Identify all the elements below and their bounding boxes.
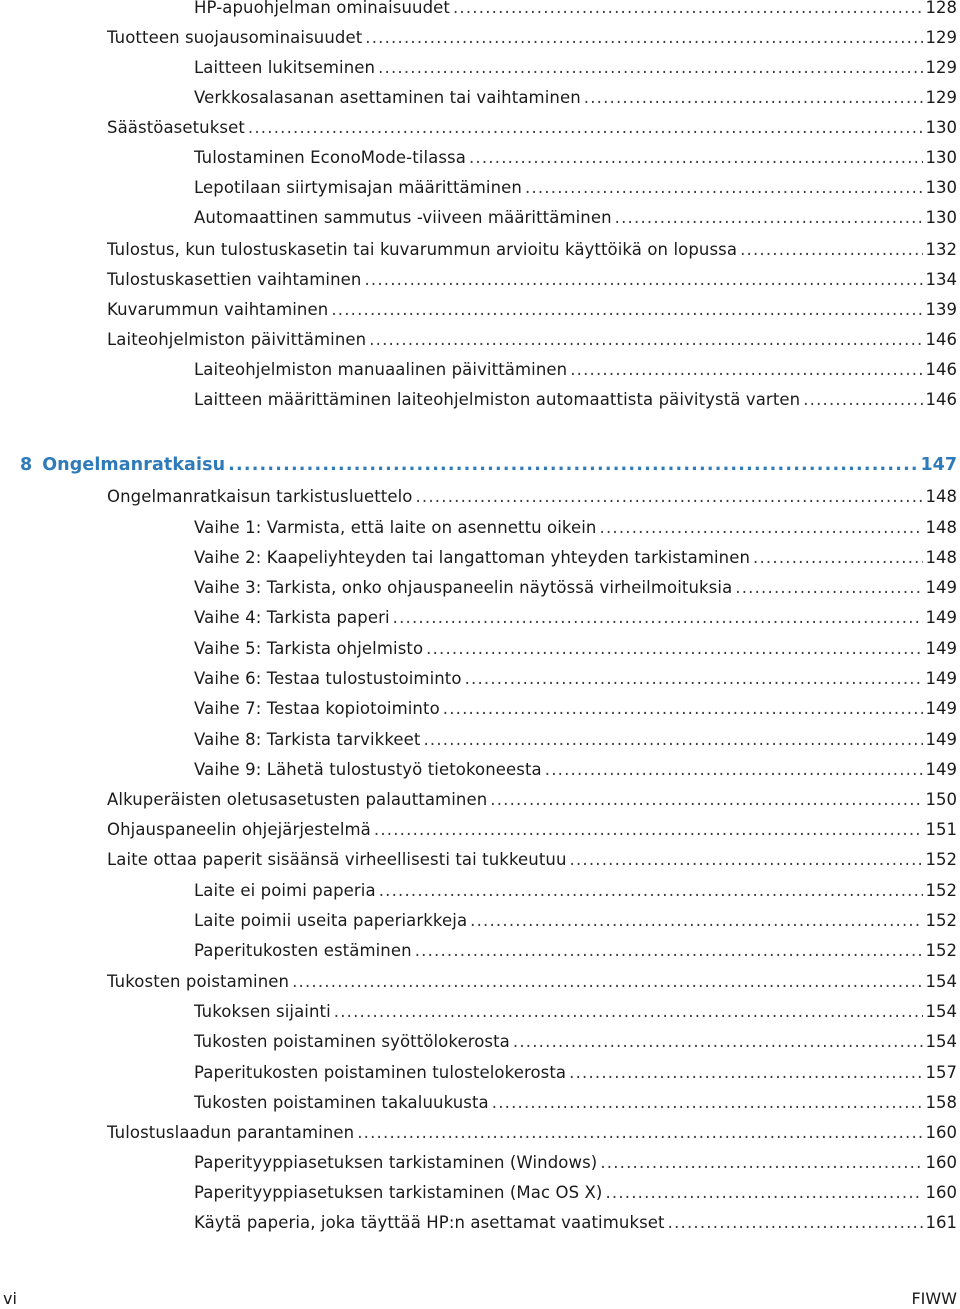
toc-entry-title: Lepotilaan siirtymisajan määrittäminen bbox=[194, 178, 522, 197]
toc-entry-title: Tukosten poistaminen bbox=[107, 972, 290, 991]
toc-dot-leader bbox=[545, 759, 923, 781]
toc-entry[interactable] bbox=[194, 1212, 957, 1234]
toc-dot-leader bbox=[334, 1001, 923, 1023]
toc-entry-page: 148 bbox=[925, 548, 957, 567]
toc-entry-title: Käytä paperia, joka täyttää HP:n asettamat vaatimukset bbox=[194, 1213, 665, 1232]
toc-dot-leader bbox=[735, 577, 922, 599]
toc-entry[interactable] bbox=[194, 1092, 957, 1114]
toc-entry-page: 132 bbox=[925, 240, 957, 259]
toc-entry[interactable] bbox=[194, 177, 957, 199]
toc-dot-leader bbox=[600, 517, 923, 539]
toc-entry-page: 134 bbox=[925, 270, 957, 289]
toc-entry-title: Tuotteen suojausominaisuudet bbox=[107, 28, 363, 47]
toc-dot-leader bbox=[600, 1152, 922, 1174]
toc-entry-page: 146 bbox=[925, 360, 957, 379]
toc-dot-leader bbox=[228, 454, 917, 476]
toc-entry-page: 149 bbox=[925, 578, 957, 597]
toc-entry-page: 149 bbox=[925, 760, 957, 779]
toc-dot-leader bbox=[569, 1062, 922, 1084]
toc-dot-leader bbox=[570, 849, 923, 871]
toc-entry-title: Vaihe 8: Tarkista tarvikkeet bbox=[194, 730, 421, 749]
toc-entry-title: Automaattinen sammutus -viiveen määrittäminen bbox=[194, 208, 612, 227]
toc-dot-leader bbox=[365, 27, 922, 49]
toc-entry[interactable] bbox=[194, 389, 957, 411]
toc-entry[interactable] bbox=[194, 1001, 957, 1023]
toc-dot-leader bbox=[378, 57, 922, 79]
toc-entry[interactable] bbox=[107, 329, 957, 351]
toc-entry-page: 148 bbox=[925, 518, 957, 537]
toc-entry-title: Vaihe 3: Tarkista, onko ohjauspaneelin näytössä virheilmoituksia bbox=[194, 578, 733, 597]
page-number: vi bbox=[3, 1289, 17, 1308]
toc-entry-page: 130 bbox=[925, 178, 957, 197]
toc-dot-leader bbox=[469, 147, 923, 169]
toc-entry-page: 130 bbox=[925, 208, 957, 227]
toc-entry-title: Alkuperäisten oletusasetusten palauttaminen bbox=[107, 790, 488, 809]
toc-entry-page: 128 bbox=[925, 0, 957, 17]
toc-entry-page: 130 bbox=[925, 118, 957, 137]
toc-entry-page: 152 bbox=[925, 881, 957, 900]
toc-entry[interactable] bbox=[107, 849, 957, 871]
toc-entry[interactable] bbox=[194, 668, 957, 690]
toc-entry-title: Laiteohjelmiston päivittäminen bbox=[107, 330, 367, 349]
toc-entry[interactable] bbox=[194, 910, 957, 932]
toc-entry-title: Tulostaminen EconoMode-tilassa bbox=[194, 148, 466, 167]
toc-dot-leader bbox=[615, 207, 923, 229]
toc-entry-page: 149 bbox=[925, 639, 957, 658]
toc-entry-page: 148 bbox=[925, 487, 957, 506]
toc-dot-leader bbox=[465, 668, 923, 690]
toc-entry-title: Paperityyppiasetuksen tarkistaminen (Mac OS X) bbox=[194, 1183, 603, 1202]
toc-entry[interactable] bbox=[107, 1122, 957, 1144]
toc-entry-page: 130 bbox=[925, 148, 957, 167]
toc-dot-leader bbox=[570, 359, 922, 381]
toc-entry-title: Tulostus, kun tulostuskasetin tai kuvarummun arvioitu käyttöikä on lopussa bbox=[107, 240, 738, 259]
toc-dot-leader bbox=[803, 389, 922, 411]
toc-entry[interactable] bbox=[194, 147, 957, 169]
toc-entry-page: 154 bbox=[925, 1032, 957, 1051]
toc-entry-title: Vaihe 4: Tarkista paperi bbox=[194, 608, 390, 627]
toc-entry-page: 146 bbox=[925, 330, 957, 349]
toc-dot-leader bbox=[753, 547, 922, 569]
toc-entry-title: Vaihe 6: Testaa tulostustoiminto bbox=[194, 669, 462, 688]
toc-entry-page: 160 bbox=[925, 1183, 957, 1202]
toc-entry[interactable] bbox=[107, 117, 957, 139]
toc-entry-title: Tukosten poistaminen syöttölokerosta bbox=[194, 1032, 510, 1051]
toc-dot-leader bbox=[453, 0, 923, 19]
toc-entry[interactable] bbox=[194, 698, 957, 720]
toc-entry-page: 139 bbox=[925, 300, 957, 319]
toc-entry-title: Laite poimii useita paperiarkkeja bbox=[194, 911, 468, 930]
toc-dot-leader bbox=[248, 117, 923, 139]
toc-entry[interactable] bbox=[194, 207, 957, 229]
toc-entry-page: 129 bbox=[925, 58, 957, 77]
toc-entry-page: 154 bbox=[925, 972, 957, 991]
toc-entry-title: Vaihe 5: Tarkista ohjelmisto bbox=[194, 639, 424, 658]
chapter-number: 8 bbox=[20, 455, 33, 475]
toc-entry-title: Ongelmanratkaisun tarkistusluettelo bbox=[107, 487, 413, 506]
toc-dot-leader bbox=[490, 789, 922, 811]
toc-entry-title: Vaihe 2: Kaapeliyhteyden tai langattoman yhteyden tarkistaminen bbox=[194, 548, 751, 567]
toc-entry-page: 152 bbox=[925, 941, 957, 960]
toc-entry-page: 149 bbox=[925, 608, 957, 627]
toc-entry-title: Laiteohjelmiston manuaalinen päivittäminen bbox=[194, 360, 568, 379]
toc-dot-leader bbox=[393, 607, 923, 629]
toc-dot-leader bbox=[426, 638, 922, 660]
toc-entry-page: 150 bbox=[925, 790, 957, 809]
toc-dot-leader bbox=[364, 269, 922, 291]
toc-entry-page: 157 bbox=[925, 1063, 957, 1082]
toc-dot-leader bbox=[415, 940, 923, 962]
toc-entry-title: Vaihe 7: Testaa kopiotoiminto bbox=[194, 699, 440, 718]
toc-entry[interactable] bbox=[194, 1152, 957, 1174]
toc-entry[interactable] bbox=[107, 239, 957, 261]
toc-dot-leader bbox=[331, 299, 922, 321]
toc-dot-leader bbox=[292, 971, 922, 993]
toc-entry-title: Paperitukosten estäminen bbox=[194, 941, 412, 960]
toc-dot-leader bbox=[740, 239, 922, 261]
toc-entry[interactable] bbox=[194, 729, 957, 751]
toc-entry-title: Kuvarummun vaihtaminen bbox=[107, 300, 329, 319]
toc-entry[interactable] bbox=[194, 1031, 957, 1053]
toc-entry[interactable] bbox=[107, 971, 957, 993]
language-code: FIWW bbox=[911, 1289, 957, 1308]
toc-entry-page: 154 bbox=[925, 1002, 957, 1021]
toc-entry[interactable] bbox=[107, 27, 957, 49]
toc-entry-page: 152 bbox=[925, 911, 957, 930]
toc-entry[interactable] bbox=[107, 486, 957, 508]
toc-entry-title: Tukoksen sijainti bbox=[194, 1002, 331, 1021]
toc-entry-title: Laite ottaa paperit sisäänsä virheellisesti tai tukkeutuu bbox=[107, 850, 567, 869]
toc-entry-title: Paperitukosten poistaminen tulostelokerosta bbox=[194, 1063, 567, 1082]
toc-dot-leader bbox=[668, 1212, 923, 1234]
toc-dot-leader bbox=[357, 1122, 922, 1144]
chapter-page: 147 bbox=[920, 455, 957, 475]
toc-entry-page: 160 bbox=[925, 1153, 957, 1172]
toc-entry-title: Tukosten poistaminen takaluukusta bbox=[194, 1093, 489, 1112]
toc-entry-page: 151 bbox=[925, 820, 957, 839]
toc-dot-leader bbox=[525, 177, 923, 199]
toc-dot-leader bbox=[415, 486, 922, 508]
toc-entry-title: Paperityyppiasetuksen tarkistaminen (Windows) bbox=[194, 1153, 598, 1172]
toc-entry-title: HP-apuohjelman ominaisuudet bbox=[194, 0, 450, 17]
toc-entry[interactable] bbox=[194, 0, 957, 19]
toc-entry-page: 161 bbox=[925, 1213, 957, 1232]
toc-entry-title: Laite ei poimi paperia bbox=[194, 881, 376, 900]
toc-entry[interactable] bbox=[194, 638, 957, 660]
toc-dot-leader bbox=[374, 819, 923, 841]
toc-entry[interactable] bbox=[107, 299, 957, 321]
chapter-title: Ongelmanratkaisu bbox=[42, 455, 226, 475]
toc-entry-title: Tulostuslaadun parantaminen bbox=[107, 1123, 355, 1142]
toc-entry-page: 149 bbox=[925, 699, 957, 718]
toc-entry[interactable] bbox=[194, 607, 957, 629]
toc-entry[interactable] bbox=[107, 269, 957, 291]
toc-entry-page: 158 bbox=[925, 1093, 957, 1112]
toc-entry[interactable] bbox=[107, 789, 957, 811]
toc-entry-page: 149 bbox=[925, 669, 957, 688]
toc-dot-leader bbox=[443, 698, 923, 720]
toc-dot-leader bbox=[423, 729, 922, 751]
toc-entry-title: Laitteen määrittäminen laiteohjelmiston automaattista päivitystä varten bbox=[194, 390, 801, 409]
toc-entry-title: Tulostuskasettien vaihtaminen bbox=[107, 270, 362, 289]
toc-entry[interactable] bbox=[194, 940, 957, 962]
toc-entry[interactable] bbox=[194, 57, 957, 79]
toc-entry-title: Laitteen lukitseminen bbox=[194, 58, 376, 77]
toc-entry-title: Ohjauspaneelin ohjejärjestelmä bbox=[107, 820, 371, 839]
toc-entry-page: 152 bbox=[925, 850, 957, 869]
toc-entry-title: Verkkosalasanan asettaminen tai vaihtaminen bbox=[194, 88, 581, 107]
toc-dot-leader bbox=[605, 1182, 922, 1204]
toc-entry[interactable] bbox=[194, 87, 957, 109]
toc-dot-leader bbox=[379, 880, 923, 902]
toc-entry-page: 129 bbox=[925, 28, 957, 47]
toc-entry[interactable] bbox=[194, 880, 957, 902]
toc-entry[interactable] bbox=[194, 1062, 957, 1084]
toc-entry[interactable] bbox=[194, 359, 957, 381]
toc-entry-title: Säästöasetukset bbox=[107, 118, 245, 137]
toc-chapter-heading[interactable] bbox=[20, 454, 957, 476]
toc-entry[interactable] bbox=[194, 759, 957, 781]
toc-dot-leader bbox=[369, 329, 922, 351]
toc-entry-page: 160 bbox=[925, 1123, 957, 1142]
toc-dot-leader bbox=[513, 1031, 923, 1053]
toc-entry-title: Vaihe 1: Varmista, että laite on asennettu oikein bbox=[194, 518, 597, 537]
toc-entry-page: 146 bbox=[925, 390, 957, 409]
toc-entry-title: Vaihe 9: Lähetä tulostustyö tietokoneesta bbox=[194, 760, 542, 779]
toc-dot-leader bbox=[492, 1092, 923, 1114]
toc-entry[interactable] bbox=[194, 547, 957, 569]
toc-entry-page: 129 bbox=[925, 88, 957, 107]
toc-entry-page: 149 bbox=[925, 730, 957, 749]
toc-entry[interactable] bbox=[194, 1182, 957, 1204]
toc-entry[interactable] bbox=[194, 577, 957, 599]
toc-entry[interactable] bbox=[194, 517, 957, 539]
toc-dot-leader bbox=[584, 87, 923, 109]
toc-entry[interactable] bbox=[107, 819, 957, 841]
toc-dot-leader bbox=[470, 910, 922, 932]
